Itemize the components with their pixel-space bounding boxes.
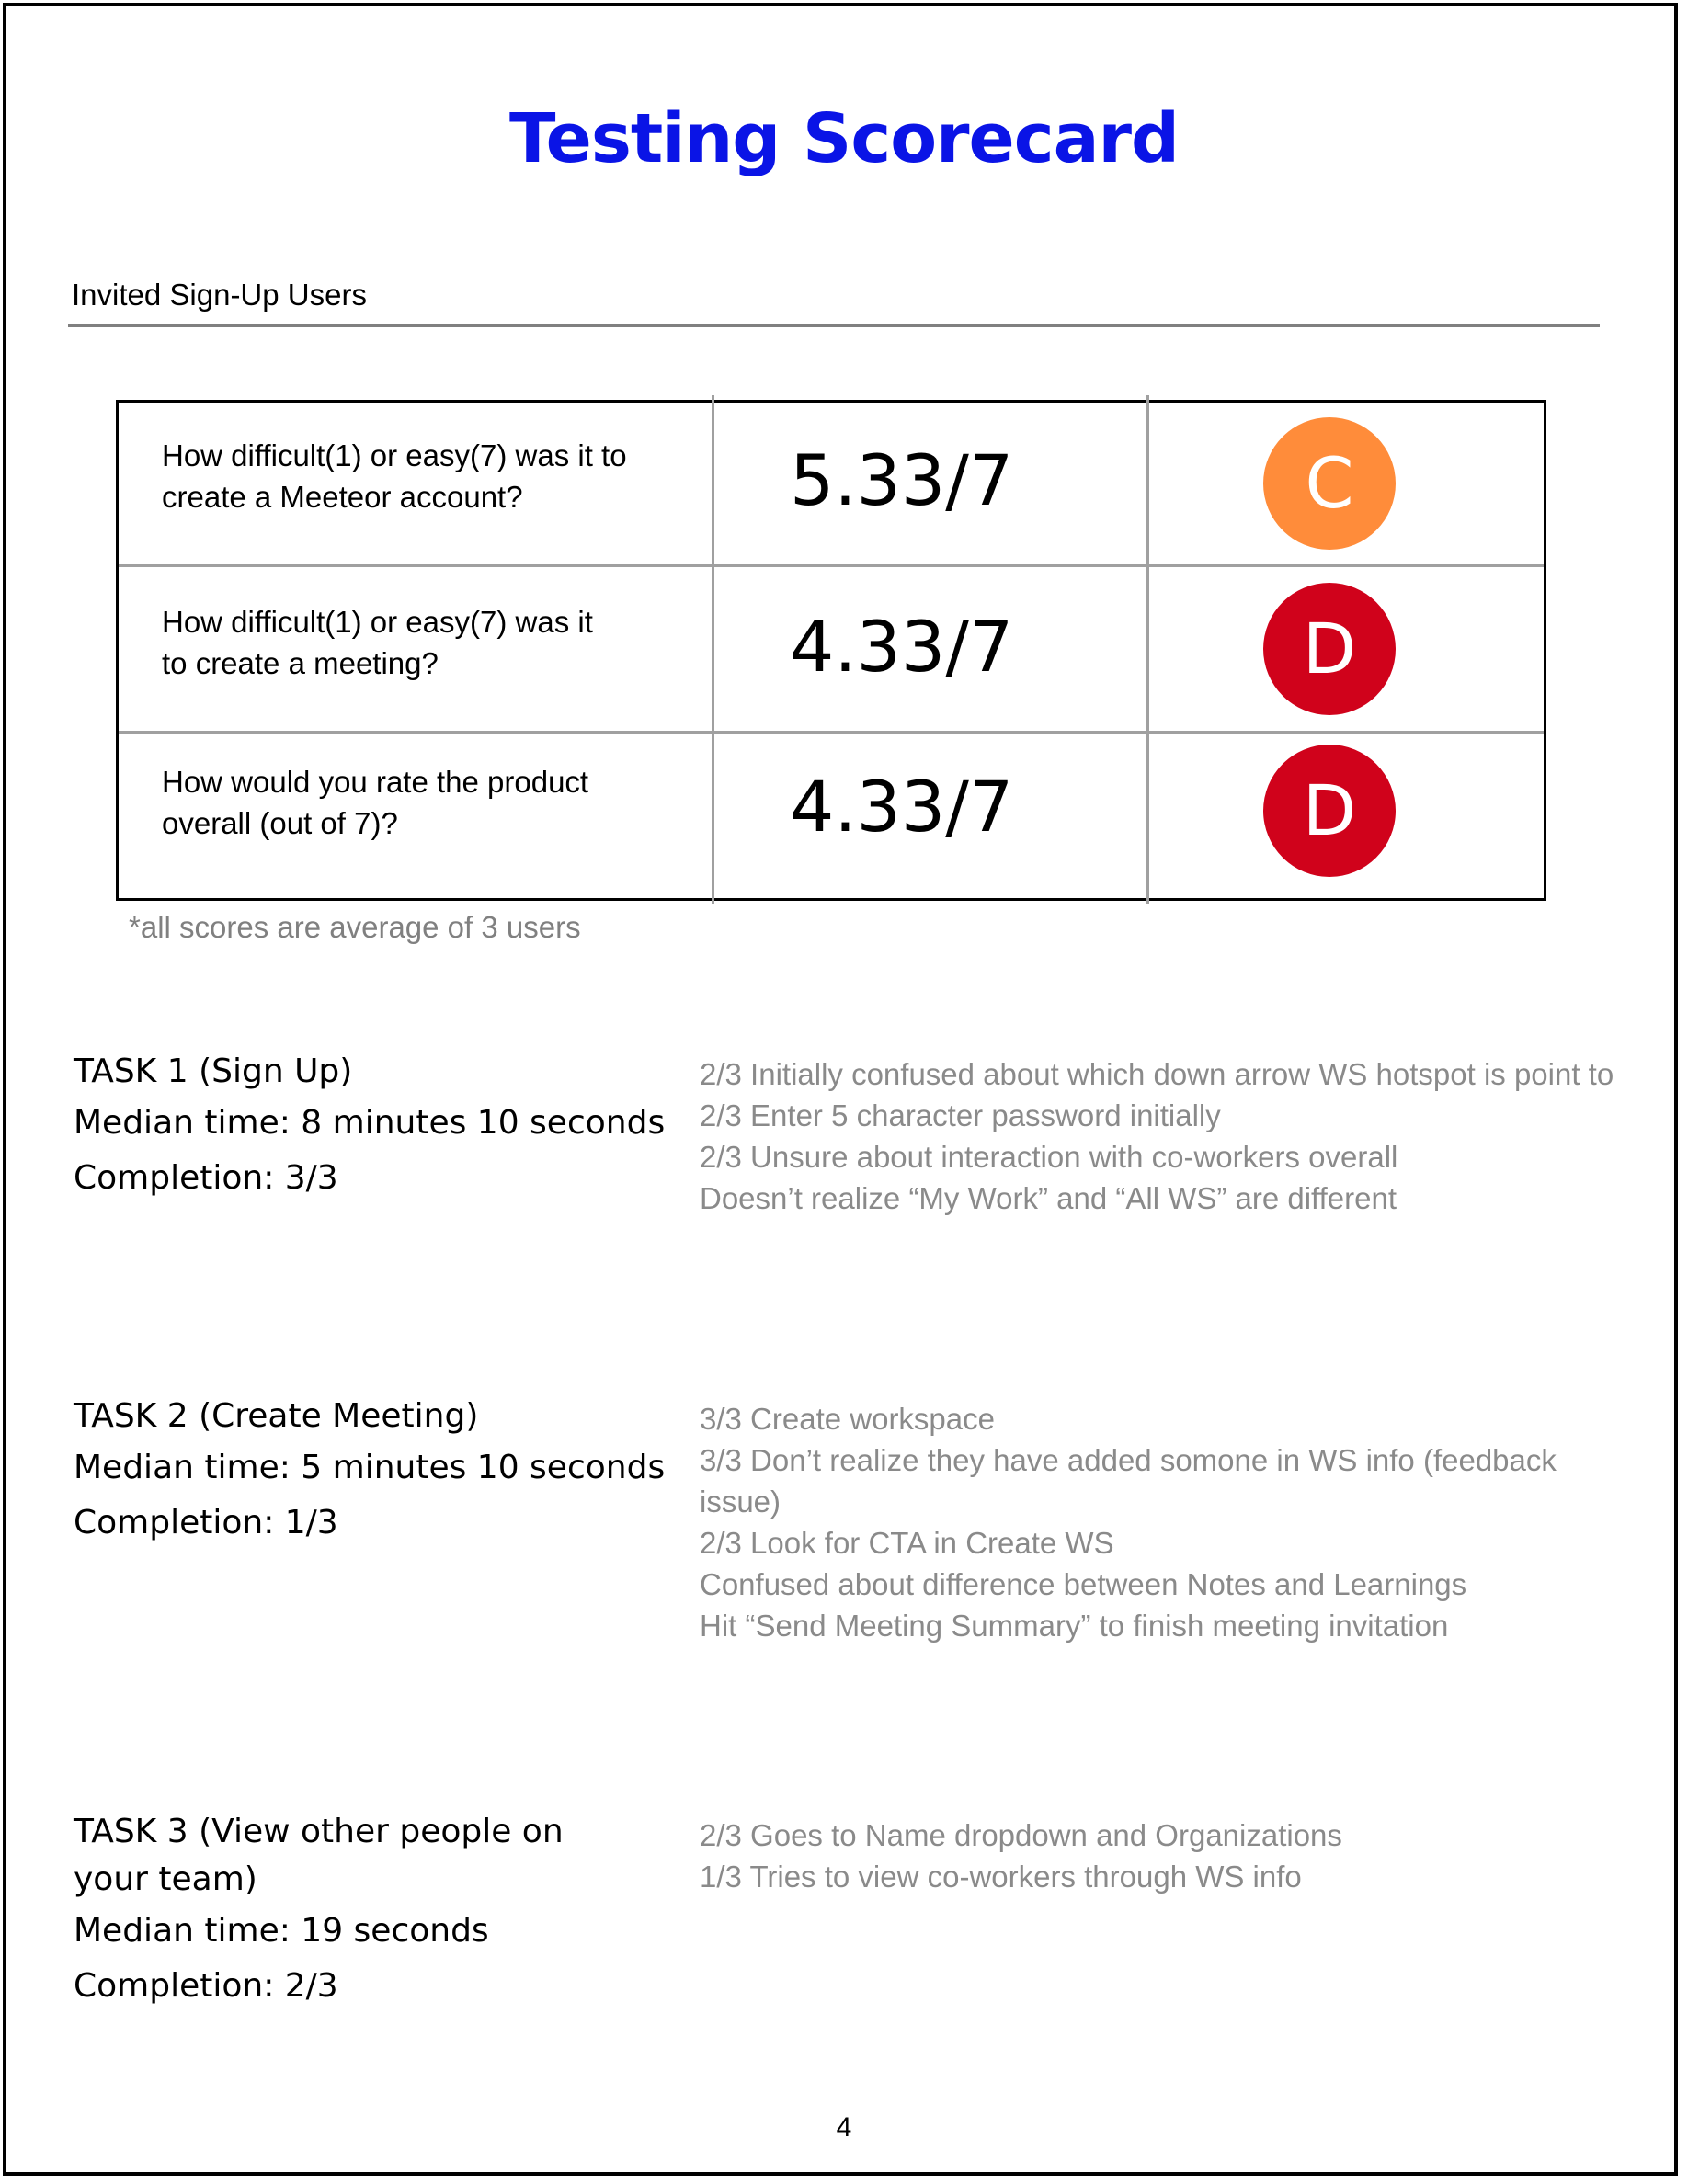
task-title: your team) [74,1860,257,1898]
grade-badge: C [1263,417,1396,550]
task-title: TASK 3 (View other people on [74,1813,564,1850]
question-line: create a Meeteor account? [162,480,523,514]
task-note: 2/3 Initially confused about which down arrow WS hotspot is point to [700,1057,1614,1091]
grade-badge: D [1263,583,1396,715]
task-note: Confused about difference between Notes and Learnings [700,1567,1467,1601]
question-text [162,761,588,844]
question-line: to create a meeting? [162,646,439,680]
question-line: How difficult(1) or easy(7) was it [162,605,593,639]
task-median-time: Median time: 8 minutes 10 seconds [74,1104,666,1142]
task-summary [74,1808,564,2014]
page-title: Testing Scorecard [509,99,1179,178]
task-completion: Completion: 2/3 [74,1967,338,2005]
page-number: 4 [836,2112,852,2143]
question-line: overall (out of 7)? [162,806,398,840]
task-median-time: Median time: 19 seconds [74,1912,489,1950]
section-divider [68,324,1600,327]
task-note: Doesn’t realize “My Work” and “All WS” are different [700,1181,1397,1215]
task-note: 3/3 Don’t realize they have added somone in WS info (feedback issue) [700,1443,1557,1519]
grade-badge: D [1263,745,1396,877]
task-note: 1/3 Tries to view co-workers through WS info [700,1860,1302,1894]
score-value: 4.33/7 [790,606,1014,688]
score-value: 5.33/7 [790,439,1014,521]
question-line: How would you rate the product [162,765,589,799]
task-note: Hit “Send Meeting Summary” to finish meeting invitation [700,1609,1449,1643]
task-median-time: Median time: 5 minutes 10 seconds [74,1449,666,1486]
task-note: 3/3 Create workspace [700,1402,995,1436]
task-note: 2/3 Unsure about interaction with co-workers overall [700,1140,1398,1174]
task-notes [700,1398,1628,1646]
task-notes [700,1814,1628,1897]
score-footnote: *all scores are average of 3 users [129,910,581,944]
score-table [116,400,1546,901]
question-text [162,601,593,684]
score-row [119,567,1544,731]
task-completion: Completion: 3/3 [74,1159,338,1197]
question-line: How difficult(1) or easy(7) was it to [162,438,627,472]
task-completion: Completion: 1/3 [74,1504,338,1541]
task-summary [74,1393,665,1551]
section-label: Invited Sign-Up Users [72,278,367,312]
task-notes [700,1053,1628,1219]
score-row [119,403,1544,564]
task-note: 2/3 Enter 5 character password initially [700,1098,1221,1132]
score-value: 4.33/7 [790,766,1014,847]
task-title: TASK 1 (Sign Up) [74,1052,353,1090]
task-note: 2/3 Goes to Name dropdown and Organizations [700,1818,1342,1852]
task-title: TASK 2 (Create Meeting) [74,1397,479,1435]
task-note: 2/3 Look for CTA in Create WS [700,1526,1114,1560]
task-summary [74,1048,665,1206]
question-text [162,435,627,518]
score-row [119,734,1544,901]
